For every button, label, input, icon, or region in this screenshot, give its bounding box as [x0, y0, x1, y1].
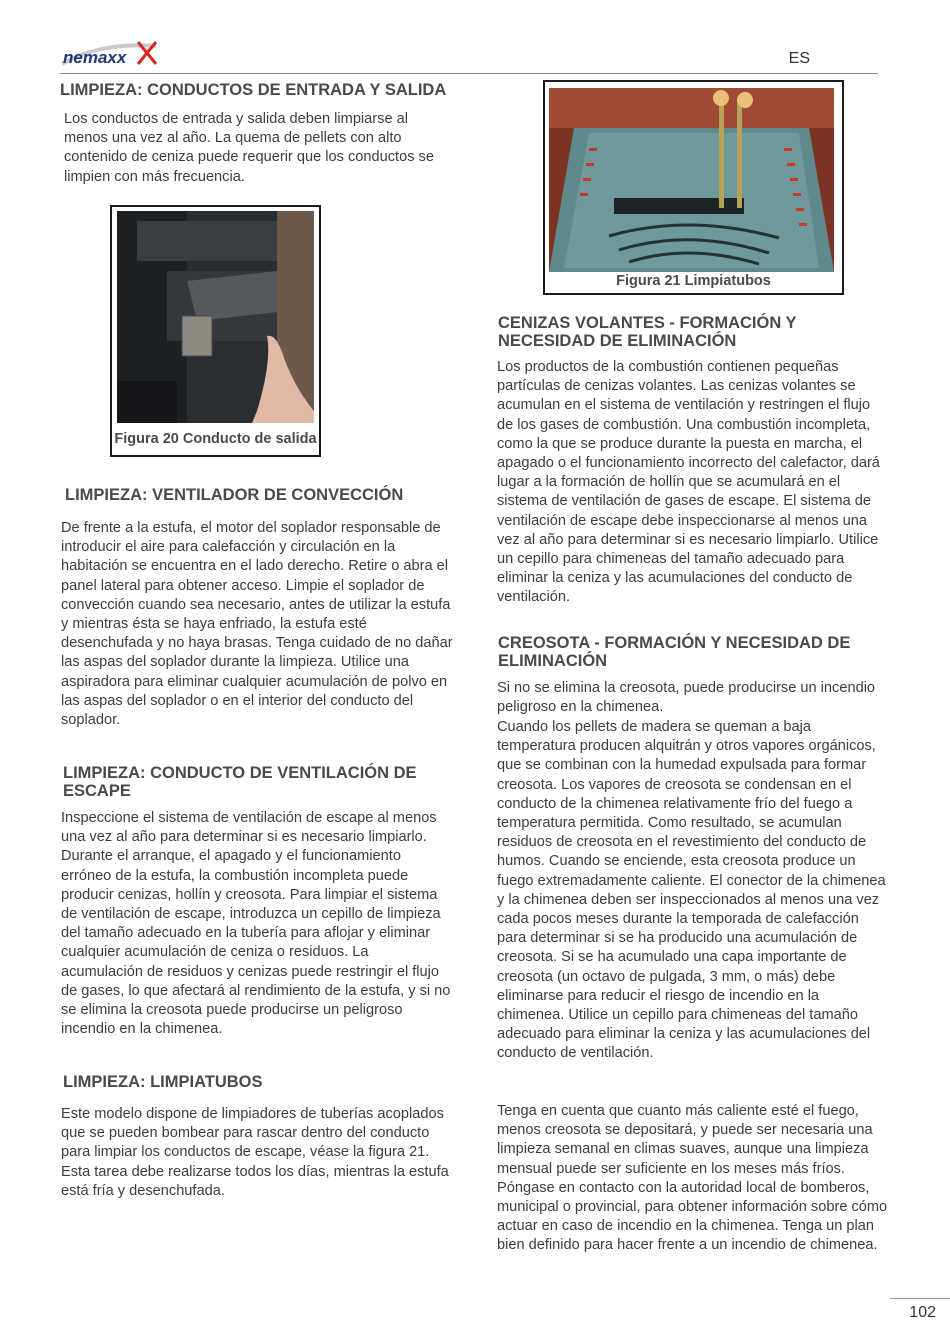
- figure-21-caption: Figura 21 Limpiatubos: [616, 273, 771, 289]
- figure-20-photo: [117, 211, 314, 423]
- section-title-tube-cleaner: LIMPIEZA: LIMPIATUBOS: [63, 1073, 263, 1091]
- nemaxx-logo-icon: [60, 40, 160, 70]
- figure-20: [110, 205, 321, 457]
- section-title-convection-fan: LIMPIEZA: VENTILADOR DE CONVECCIÓN: [65, 486, 404, 504]
- section-body-creosote-3: Tenga en cuenta que cuanto más caliente esté el fuego, menos creosota se depositará, y puede ser necesaria una limpieza semanal en climas suaves, aunque una limpieza mensual puede ser suficiente en los meses más fríos. Póngase en contacto con la autoridad local de bomberos, municipal o provincial, para obtener información sobre cómo actuar en caso de incendio en la chimenea. Tenga un plan bien definido para hacer frente a un incendio de chimenea.: [497, 1103, 888, 1254]
- section-body-intake-exhaust: Los conductos de entrada y salida deben limpiarse al menos una vez al año. La quema de pellets con alto contenido de ceniza puede requerir que los conductos se limpien con más frecuencia.: [64, 111, 434, 185]
- figure-21: [543, 80, 844, 295]
- section-body-creosote-1: Si no se elimina la creosota, puede producirse un incendio peligroso en la chimenea.: [497, 680, 876, 716]
- figure-21-photo: [549, 88, 834, 272]
- figure-20-caption: Figura 20 Conducto de salida: [114, 431, 317, 447]
- section-body-creosote-2: Cuando los pellets de madera se queman a baja temperatura producen alquitrán y otros vapores orgánicos, que se combinan con la humedad expulsada para formar creosota. Los vapores de creosota se condensan en el conducto de la chimenea relativamente frío del fuego a temperatura permitida. Como resultado, se acumulan residuos de creosota en el revestimiento del conducto de humos. Cuando se enciende, esta creosota produce un fuego extremadamente caliente. El conector de la chimenea y la chimenea deben ser inspeccionados al menos una vez cada pocos meses durante la temporada de calefacción para determinar si se ha producido una acumulación de creosota. Si se ha acumulado una capa importante de creosota (un octavo de pulgada, 3 mm, o más) debe eliminarse para reducir el riesgo de incendio en la chimenea. Utilice un cepillo para chimeneas del tamaño adecuado para eliminar la ceniza y las acumulaciones del conducto de ventilación.: [497, 719, 886, 1062]
- header-rule: [60, 73, 878, 74]
- footer-rule: [890, 1298, 950, 1299]
- section-title-intake-exhaust: LIMPIEZA: CONDUCTOS DE ENTRADA Y SALIDA: [60, 81, 447, 99]
- section-body-exhaust-vent: Inspeccione el sistema de ventilación de escape al menos una vez al año para determinar si es necesario limpiarlo. Durante el arranque, el apagado y el funcionamiento erróneo de la estufa, la combustión incompleta puede producir cenizas, hollín y creosota. Para limpiar el sistema de ventilación de escape, introduzca un cepillo de limpieza del tamaño adecuado en la tubería para aflojar y eliminar cualquier acumulación de ceniza o residuos. La acumulación de residuos y cenizas puede restringir el flujo de gases, lo que afectará al rendimiento de la estufa, y si no se elimina la creosota puede producirse un peligroso incendio en la chimenea.: [61, 810, 451, 1038]
- brand-logo: [60, 40, 160, 70]
- logo-text: nemaxx: [63, 48, 127, 67]
- page-number: 102: [909, 1304, 936, 1321]
- section-body-fly-ash: Los productos de la combustión contienen pequeñas partículas de cenizas volantes. Las cenizas volantes se acumulan en el sistema de ventilación y restringen el flujo de los gases de combustión. Una combustión incompleta, como la que se produce durante la puesta en marcha, el apagado o el funcionamiento incorrecto del calefactor, dará lugar a la formación de hollín que se acumulará en el sistema de ventilación de gases de escape. El sistema de ventilación de escape debe inspeccionarse al menos una vez al año para determinar si es necesario limpiarlo. Utilice un cepillo para chimeneas del tamaño adecuado para eliminar la ceniza y las acumulaciones del conducto de ventilación.: [497, 359, 880, 606]
- section-title-fly-ash: CENIZAS VOLANTES - FORMACIÓN Y NECESIDAD DE ELIMINACIÓN: [498, 314, 797, 350]
- section-body-tube-cleaner: Este modelo dispone de limpiadores de tuberías acoplados que se pueden bombear para rascar dentro del conducto para limpiar los conductos de escape, véase la figura 21. Esta tarea debe realizarse todos los días, mientras la estufa está fría y desenchufada.: [61, 1106, 449, 1199]
- section-body-convection-fan: De frente a la estufa, el motor del soplador responsable de introducir el aire para calefacción y circulación en la habitación se encuentra en el lado derecho. Retire o abra el panel lateral para obtener acceso. Limpie el soplador de convección cuando sea necesario, antes de utilizar la estufa y mientras ésta se haya enfriado, la estufa esté desenchufada y no haya brasas. Tenga cuidado de no dañar las aspas del soplador durante la limpieza. Utilice una aspiradora para eliminar cualquier acumulación de polvo en las aspas del soplador o en el interior del conducto del soplador.: [61, 520, 453, 729]
- section-title-creosote: CREOSOTA - FORMACIÓN Y NECESIDAD DE ELIMINACIÓN: [498, 634, 851, 670]
- language-code: ES: [788, 50, 810, 67]
- section-title-exhaust-vent: LIMPIEZA: CONDUCTO DE VENTILACIÓN DE ESCAPE: [63, 764, 417, 800]
